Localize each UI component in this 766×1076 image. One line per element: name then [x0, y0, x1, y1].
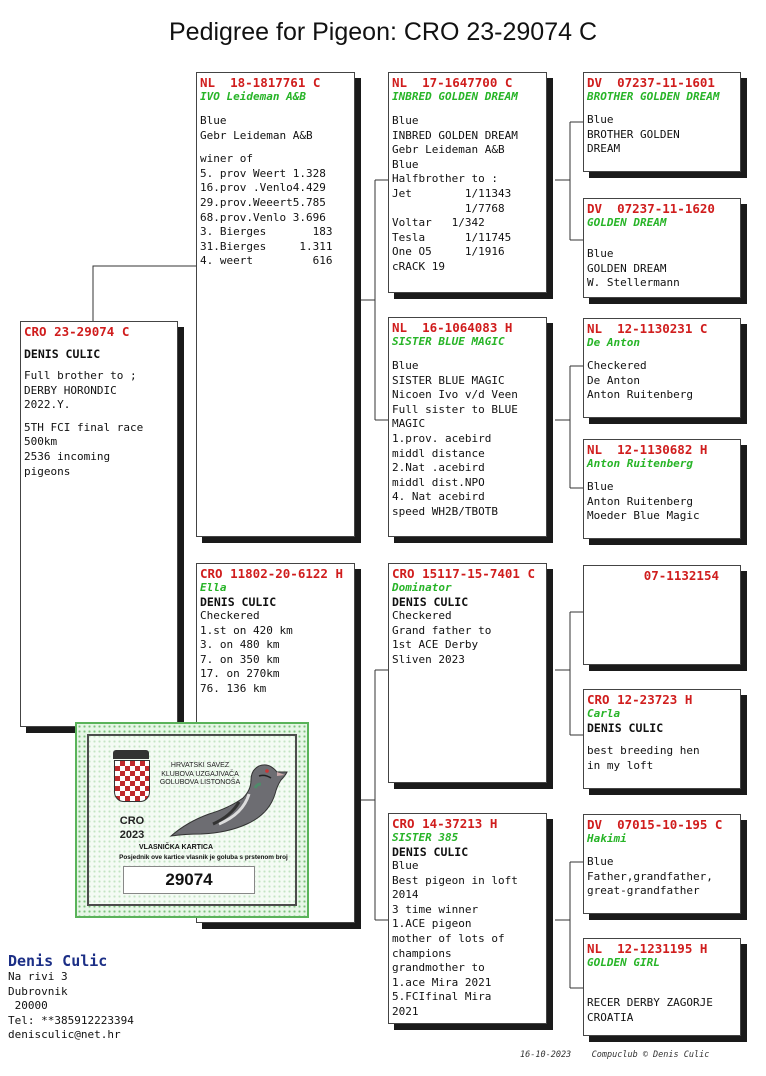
- sire-line: 29.prov.Weeert5.785: [200, 195, 326, 209]
- ss-line: Voltar 1/342: [392, 216, 485, 230]
- dam-line: 1.st on 420 km: [200, 623, 293, 637]
- dd-line: grandmother to: [392, 961, 485, 975]
- sd-line: MAGIC: [392, 417, 426, 431]
- sd-line: SISTER BLUE MAGIC: [392, 373, 505, 387]
- subject-note: 500km: [24, 435, 58, 449]
- badge-country-code: CRO: [119, 815, 145, 827]
- dds-ring: DV 07015-10-195 C: [587, 817, 723, 832]
- ss-name: INBRED GOLDEN DREAM: [392, 90, 518, 103]
- dsd-ring: CRO 12-23723 H: [587, 692, 693, 707]
- dd-name: SISTER 385: [392, 831, 459, 844]
- sire-ring: NL 18-1817761 C: [200, 75, 321, 90]
- sire-name: IVO Leideman A&B: [200, 90, 306, 103]
- breeder-name: Denis Culic: [8, 952, 108, 970]
- dds-card[interactable]: [583, 814, 741, 914]
- sd-line: 1.prov. acebird: [392, 431, 492, 445]
- ddd-line: RECER DERBY ZAGORJE: [587, 996, 713, 1009]
- sds-line: Anton Ruitenberg: [587, 388, 693, 402]
- subject-note: 2022.Y.: [24, 398, 71, 412]
- ss-line: INBRED GOLDEN DREAM: [392, 128, 518, 142]
- ssd-ring: DV 07237-11-1620: [587, 201, 715, 216]
- ddd-name: GOLDEN GIRL: [587, 956, 660, 969]
- address-email[interactable]: denisculic@net.hr: [8, 1028, 121, 1042]
- ring-number: 29074: [123, 866, 255, 894]
- sire-line: 68.prov.Venlo 3.696: [200, 210, 326, 224]
- dd-line: 2014: [392, 888, 419, 902]
- dd-line: 1.ace Mira 2021: [392, 975, 492, 989]
- address-zip: 20000: [8, 999, 48, 1013]
- dd-line: 1.ACE pigeon: [392, 917, 472, 931]
- sire-line: 31.Bierges 1.311: [200, 239, 333, 253]
- sire-line: 3. Bierges 183: [200, 225, 333, 239]
- sdd-line: Anton Ruitenberg: [587, 494, 693, 508]
- ss-line: Blue: [392, 114, 419, 127]
- ss-line: Jet 1/11343: [392, 186, 512, 200]
- sdd-card[interactable]: [583, 439, 741, 539]
- dds-line: great-grandfather: [587, 884, 700, 898]
- sd-line: speed WH2B/TBOTB: [392, 504, 498, 518]
- dds-name: Hakimi: [587, 832, 627, 845]
- dds-line: Father,grandfather,: [587, 869, 713, 883]
- dam-owner: DENIS CULIC: [200, 595, 277, 609]
- sire-line: 5. prov Weert 1.328: [200, 166, 326, 180]
- ds-line: Sliven 2023: [392, 652, 465, 666]
- dam-line: 7. on 350 km: [200, 652, 280, 666]
- ss-line: Halfbrother to :: [392, 172, 498, 186]
- address-city: Dubrovnik: [8, 984, 68, 998]
- ds-line: 1st ACE Derby: [392, 638, 479, 652]
- sdd-line: Moeder Blue Magic: [587, 509, 700, 523]
- sd-line: middl distance: [392, 446, 485, 460]
- dam-line: 17. on 270km: [200, 667, 280, 681]
- dds-line: Blue: [587, 855, 614, 868]
- dsd-card[interactable]: [583, 689, 741, 789]
- ds-owner: DENIS CULIC: [392, 595, 469, 609]
- dss-ring: 07-1132154: [643, 568, 719, 583]
- sss-line: BROTHER GOLDEN: [587, 127, 680, 141]
- sdd-name: Anton Ruitenberg: [587, 457, 693, 470]
- dd-ring: CRO 14-37213 H: [392, 816, 498, 831]
- sd-line: Full sister to BLUE: [392, 402, 518, 416]
- ownership-card-label: VLASNIČKA KARTICA: [139, 844, 214, 851]
- sds-name: De Anton: [587, 336, 640, 349]
- crest-crown-icon: [113, 750, 149, 759]
- ddd-ring: NL 12-1231195 H: [587, 941, 708, 956]
- ownership-card-frame: [87, 734, 297, 906]
- ownership-card: [75, 722, 309, 918]
- dd-line: 2021: [392, 1004, 419, 1018]
- sire-card[interactable]: [196, 72, 355, 537]
- dsd-line: in my loft: [587, 758, 654, 772]
- dam-name: Ella: [200, 581, 227, 594]
- dam-ring: CRO 11802-20-6122 H: [200, 566, 343, 581]
- sdd-line: Blue: [587, 480, 614, 493]
- dam-line: Checkered: [200, 609, 260, 622]
- sd-line: middl dist.NPO: [392, 475, 485, 489]
- subject-note: DERBY HORONDIC: [24, 383, 117, 397]
- ss-line: Gebr Leideman A&B: [392, 143, 505, 157]
- ds-line: Checkered: [392, 609, 452, 622]
- sire-line: Gebr Leideman A&B: [200, 128, 313, 142]
- badge-year: 2023: [119, 829, 145, 841]
- sire-line: 16.prov .Venlo4.429: [200, 181, 326, 195]
- dd-line: champions: [392, 946, 452, 960]
- ss-line: 1/7768: [392, 201, 505, 215]
- address-phone: Tel: **385912223394: [8, 1013, 134, 1027]
- subject-note: Full brother to ;: [24, 369, 137, 382]
- sire-dam-card[interactable]: [388, 317, 547, 537]
- breeder-address: [8, 952, 134, 1043]
- subject-ring: CRO 23-29074 C: [24, 324, 130, 339]
- dsd-owner: DENIS CULIC: [587, 721, 664, 735]
- ssd-name: GOLDEN DREAM: [587, 216, 667, 229]
- pigeon-icon: [159, 754, 289, 854]
- dsd-line: best breeding hen: [587, 744, 700, 757]
- dd-line: Best pigeon in loft: [392, 873, 518, 887]
- sd-line: 4. Nat acebird: [392, 490, 485, 504]
- ds-name: Dominator: [392, 581, 452, 594]
- ssd-line: GOLDEN DREAM: [587, 261, 667, 275]
- dd-line: Blue: [392, 859, 419, 872]
- sire-sire-card[interactable]: [388, 72, 547, 293]
- sss-name: BROTHER GOLDEN DREAM: [587, 90, 720, 103]
- page-title: Pedigree for Pigeon: CRO 23-29074 C: [168, 18, 598, 46]
- sire-line: 4. weert 616: [200, 254, 333, 268]
- checkerboard-crest-icon: [114, 760, 150, 802]
- sss-line: Blue: [587, 113, 614, 126]
- dd-line: 3 time winner: [392, 902, 479, 916]
- association-name: HRVATSKI SAVEZ KLUBOVA UZGAJIVAČA GOLUBOVA LISTONOŠA: [159, 762, 241, 786]
- dss-card[interactable]: [583, 565, 741, 665]
- sd-name: SISTER BLUE MAGIC: [392, 335, 505, 348]
- ss-line: One O5 1/1916: [392, 245, 505, 259]
- ss-line: Tesla 1/11745: [392, 230, 512, 244]
- sd-ring: NL 16-1064083 H: [392, 320, 513, 335]
- ss-ring: NL 17-1647700 C: [392, 75, 513, 90]
- dam-line: 3. on 480 km: [200, 638, 280, 652]
- ssd-line: W. Stellermann: [587, 276, 680, 290]
- dd-line: mother of lots of: [392, 931, 505, 945]
- sds-ring: NL 12-1130231 C: [587, 321, 708, 336]
- subject-note: 5TH FCI final race: [24, 420, 144, 434]
- sds-card[interactable]: [583, 318, 741, 418]
- sd-line: 2.Nat .acebird: [392, 461, 485, 475]
- ds-ring: CRO 15117-15-7401 C: [392, 566, 535, 581]
- ss-line: Blue: [392, 157, 419, 171]
- ss-line: cRACK 19: [392, 259, 445, 273]
- dd-owner: DENIS CULIC: [392, 845, 469, 859]
- sd-line: Blue: [392, 359, 419, 372]
- dd-line: 5.FCIfinal Mira: [392, 990, 492, 1004]
- badge-country: [109, 814, 155, 842]
- sds-line: Checkered: [587, 359, 647, 372]
- sire-line: Blue: [200, 114, 227, 127]
- ds-line: Grand father to: [392, 623, 492, 637]
- subject-card[interactable]: [20, 321, 178, 727]
- dam-dam-card[interactable]: [388, 813, 547, 1024]
- address-street: Na rivi 3: [8, 970, 68, 983]
- ownership-card-caption: Posjednik ove kartice vlasnik je goluba s prstenom broj: [119, 854, 288, 861]
- sire-line: winer of: [200, 152, 253, 166]
- sd-line: Nicoen Ivo v/d Veen: [392, 388, 518, 402]
- ssd-line: Blue: [587, 247, 614, 260]
- dam-sire-card[interactable]: [388, 563, 547, 783]
- subject-note: 2536 incoming: [24, 449, 111, 463]
- sss-line: DREAM: [587, 142, 621, 156]
- subject-note: pigeons: [24, 464, 71, 478]
- sss-card[interactable]: [583, 72, 741, 172]
- sds-line: De Anton: [587, 373, 640, 387]
- sss-ring: DV 07237-11-1601: [587, 75, 715, 90]
- subject-owner: DENIS CULIC: [24, 347, 101, 361]
- dam-line: 76. 136 km: [200, 681, 267, 695]
- sdd-ring: NL 12-1130682 H: [587, 442, 708, 457]
- ddd-card[interactable]: [583, 938, 741, 1036]
- dsd-name: Carla: [587, 707, 621, 720]
- footer-credit: 16-10-2023 Compuclub © Denis Culic: [520, 1050, 710, 1060]
- ssd-card[interactable]: [583, 198, 741, 298]
- ddd-line: CROATIA: [587, 1010, 634, 1024]
